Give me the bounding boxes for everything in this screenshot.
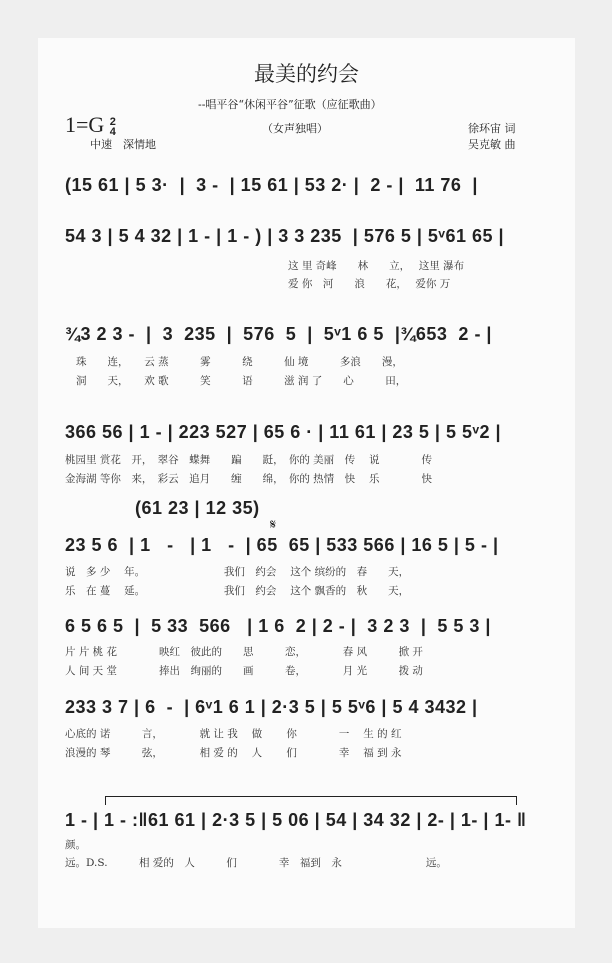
lyrics-row-6-verse-2: 人 间 天 堂 捧出 绚丽的 画 卷， 月 光 拨 动	[65, 665, 423, 677]
lyrics-row-3-verse-2: 洞 天， 欢 歌 笑 语 滋 润 了 心 田，	[76, 375, 407, 387]
subtitle: --唱平谷“休闲平谷”征歌（应征歌曲）	[198, 98, 382, 111]
lyrics-row-2-verse-1: 这 里 奇峰 林 立， 这里 瀑布	[288, 260, 465, 272]
lyrics-row-8-verse-2: 远。D.S. 相 爱的 人 们 幸 福到 永 远。	[65, 857, 447, 869]
lyrics-row-4-verse-2: 金海湖 等你 来， 彩云 追月 缠 绵， 你的 热情 快 乐 快	[65, 473, 433, 485]
notation-row-5: 23 5 6 | 1 - | 1 - | 65 65 | 533 566 | 16 5 | 5 - |	[65, 535, 499, 555]
key-signature	[65, 112, 116, 138]
song-title: 最美的约会	[254, 62, 359, 86]
lyrics-row-7-verse-1: 心底的 诺 言， 就 让 我 做 你 一 生 的 红	[65, 728, 402, 740]
notation-row-3: ¾3 2 3 - | 3 235 | 576 5 | 5ᵛ1 6 5 |¾653 2 - |	[65, 324, 492, 344]
time-top: 2	[109, 115, 116, 128]
lyrics-row-8-verse-1: 颜。	[65, 839, 86, 851]
notation-row-2: 54 3 | 5 4 32 | 1 - | 1 - ) | 3 3 235 | 576 5 | 5ᵛ61 65 |	[65, 226, 505, 246]
notation-row-7: 233 3 7 | 6 - | 6ᵛ1 6 1 | 2·3 5 | 5 5ᵛ6 | 5 4 3432 |	[65, 697, 478, 717]
lyrics-row-5-verse-2: 乐 在 蔓 延。 我们 约会 这个 飘香的 秋 天，	[65, 585, 410, 597]
notation-row-6: 6 5 6 5 | 5 33 566 | 1 6 2 | 2 - | 3 2 3 | 5 5 3 |	[65, 616, 491, 636]
composer: 吴克敏 曲	[468, 138, 516, 151]
key: 1=G	[65, 112, 105, 137]
notation-row-1: (15 61 | 5 3· | 3 - | 15 61 | 53 2· | 2 - | 11 76 |	[65, 175, 478, 195]
lyrics-row-7-verse-2: 浪漫的 琴 弦， 相 爱 的 人 们 幸 福 到 永	[65, 747, 402, 759]
notation-row-4: 366 56 | 1 - | 223 527 | 65 6 · | 11 61 | 23 5 | 5 5ᵛ2 |	[65, 422, 502, 442]
interlude-notation: (61 23 | 12 35)	[135, 498, 260, 518]
ending-bracket	[105, 796, 517, 805]
segno-sign: 𝄋	[270, 518, 277, 533]
lyrics-row-5-verse-1: 说 多 少 年。 我们 约会 这个 缤纷的 春 天，	[65, 566, 410, 578]
lyrics-row-2-verse-2: 爱 你 河 浪 花， 爱你 万	[288, 278, 451, 290]
lyrics-row-6-verse-1: 片 片 桃 花 映红 彼此的 思 恋， 春 风 掀 开	[65, 646, 423, 658]
lyricist: 徐环宙 词	[468, 122, 516, 135]
notation-row-8: 1 - | 1 - :‖61 61 | 2·3 5 | 5 06 | 54 | 34 32 | 2- | 1- | 1- ‖	[65, 810, 527, 830]
voice-type: （女声独唱）	[262, 122, 328, 135]
time-bottom: 4	[109, 125, 116, 138]
tempo-marking: 中速 深情地	[90, 138, 156, 151]
lyrics-row-3-verse-1: 珠 连， 云 蒸 雾 绕 仙 境 多浪 漫，	[76, 356, 403, 368]
lyrics-row-4-verse-1: 桃园里 赏花 开， 翠谷 蝶舞 蹁 跹， 你的 美丽 传 说 传	[65, 454, 433, 466]
music-sheet	[38, 38, 575, 928]
time-signature	[110, 117, 116, 137]
